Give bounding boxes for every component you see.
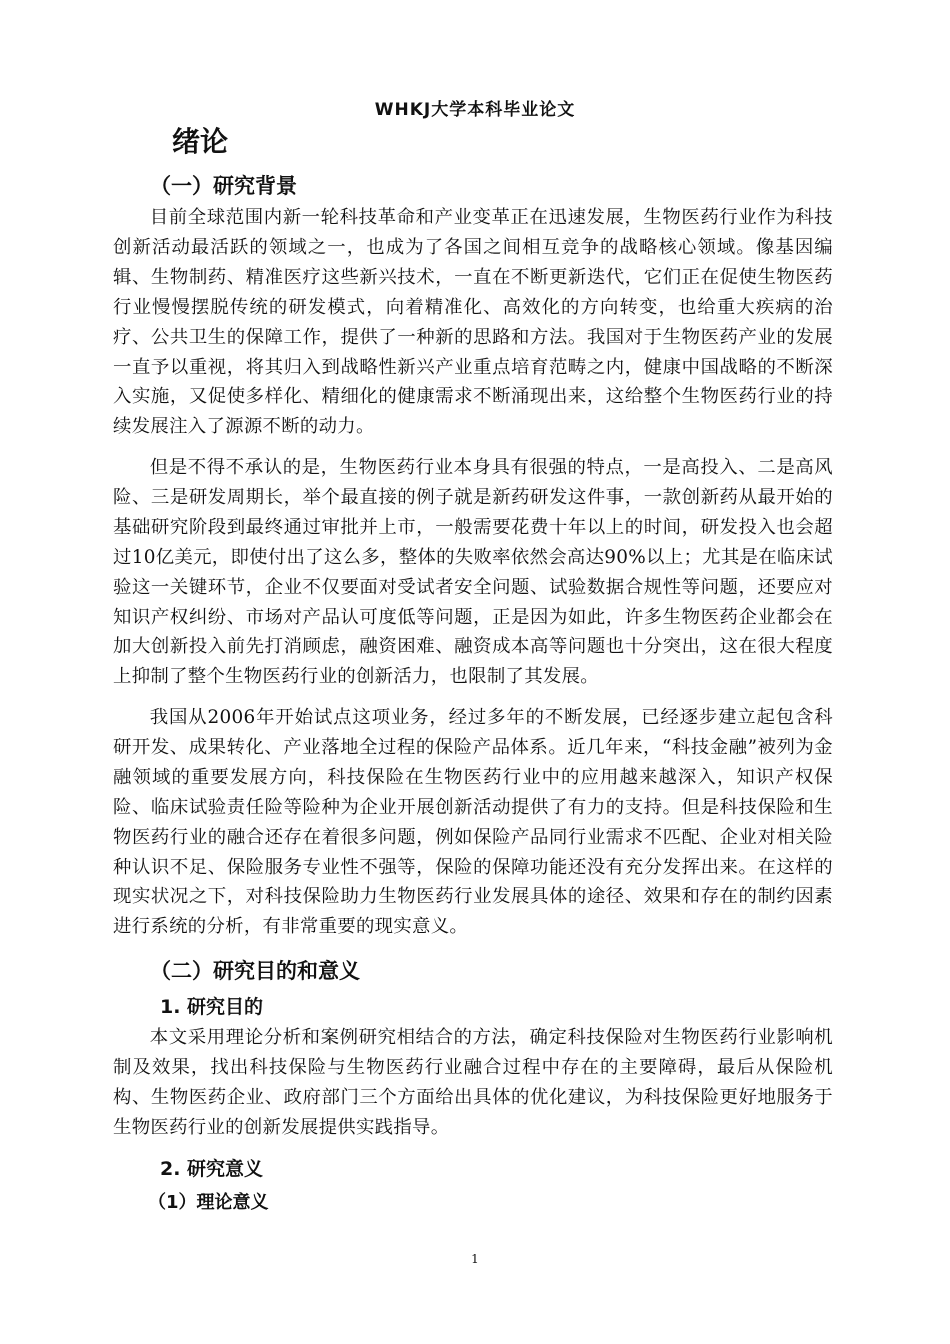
paragraph-background-1: 目前全球范围内新一轮科技革命和产业变革正在迅速发展，生物医药行业作为科技创新活动最活跃的领域之一，也成为了各国之间相互竞争的战略核心领域。像基因编辑、生物制药、精准医疗这些新兴技术，一直在不断更新迭代，它们正在促使生物医药行业慢慢摆脱传统的研发模式，向着精准化、高效化的方向转变，也给重大疾病的治疗、公共卫生的保障工作，提供了一种新的思路和方法。我国对于生物医药产业的发展一直予以重视，将其归入到战略性新兴产业重点培育范畴之内，健康中国战略的不断深入实施，又促使多样化、精细化的健康需求不断涌现出来，这给整个生物医药行业的持续发展注入了源源不断的动力。 <box>113 207 833 438</box>
paragraph-background-3: 我国从2006年开始试点这项业务，经过多年的不断发展，已经逐步建立起包含科研开发、成果转化、产业落地全过程的保险产品体系。近几年来，“科技金融”被列为金融领域的重要发展方向，科技保险在生物医药行业中的应用越来越深入，知识产权保险、临床试验责任险等险种为企业开展创新活动提供了有力的支持。但是科技保险和生物医药行业的融合还存在着很多问题，例如保险产品同行业需求不匹配、企业对相关险种认识不足、保险服务专业性不强等，保险的保障功能还没有充分发挥出来。在这样的现实状况之下，对科技保险助力生物医药行业发展具体的途径、效果和存在的制约因素进行系统的分析，有非常重要的现实意义。 <box>113 707 833 938</box>
subsection-heading-purpose: 1. 研究目的 <box>160 996 264 1018</box>
page-header: WHKJ大学本科毕业论文 <box>374 100 576 120</box>
subsection-heading-significance: 2. 研究意义 <box>160 1158 264 1180</box>
paragraph-purpose: 本文采用理论分析和案例研究相结合的方法，确定科技保险对生物医药行业影响机制及效果，找出科技保险与生物医药行业融合过程中存在的主要障碍，最后从保险机构、生物医药企业、政府部门三个方面给出具体的优化建议，为科技保险更好地服务于生物医药行业的创新发展提供实践指导。 <box>113 1027 833 1138</box>
page-number: 1 <box>471 1252 479 1266</box>
subsubsection-heading-theory: （1）理论意义 <box>148 1192 269 1213</box>
paragraph-background-2: 但是不得不承认的是，生物医药行业本身具有很强的特点，一是高投入、二是高风险、三是研发周期长，举个最直接的例子就是新药研发这件事，一款创新药从最开始的基础研究阶段到最终通过审批并上市，一般需要花费十年以上的时间，研发投入也会超过10亿美元，即使付出了这么多，整体的失败率依然会高达90%以上；尤其是在临床试验这一关键环节，企业不仅要面对受试者安全问题、试验数据合规性等问题，还要应对知识产权纠纷、市场对产品认可度低等问题，正是因为如此，许多生物医药企业都会在加大创新投入前先打消顾虑，融资困难、融资成本高等问题也十分突出，这在很大程度上抑制了整个生物医药行业的创新活力，也限制了其发展。 <box>113 457 833 688</box>
section-heading-background: （一）研究背景 <box>150 174 297 198</box>
chapter-title: 绪论 <box>172 125 229 158</box>
section-heading-purpose: （二）研究目的和意义 <box>150 959 360 983</box>
